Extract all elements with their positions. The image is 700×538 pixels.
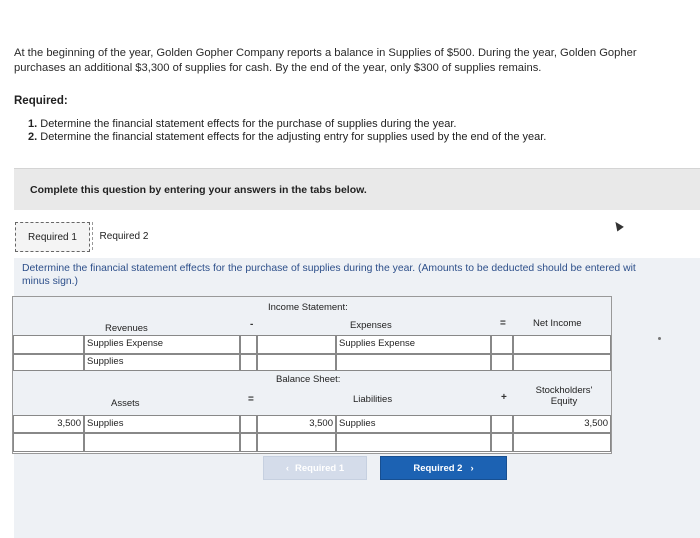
required-item-2 bbox=[28, 131, 546, 144]
complete-bar-text: Complete this question by entering your answers in the tabs below. bbox=[30, 184, 367, 196]
instruction-text bbox=[22, 262, 700, 288]
spacer-cell bbox=[491, 354, 513, 371]
required-heading: Required: bbox=[14, 95, 68, 107]
equity-header bbox=[529, 385, 599, 407]
spacer-cell bbox=[240, 415, 257, 433]
liabilities-account-value-1: Supplies bbox=[339, 418, 376, 429]
tab-required-1[interactable]: Required 1 bbox=[15, 222, 90, 252]
spacer-cell bbox=[491, 335, 513, 354]
expense-amount-input-1[interactable] bbox=[257, 335, 336, 354]
prev-required-label: Required 1 bbox=[295, 462, 345, 474]
assets-amount-input-2[interactable] bbox=[13, 433, 84, 452]
tab-required-2[interactable]: Required 2 bbox=[92, 222, 155, 250]
expense-amount-input-2[interactable] bbox=[257, 354, 336, 371]
equity-header-line-1: Stockholders' bbox=[535, 385, 593, 396]
required-item-1-number: 1. bbox=[28, 118, 38, 130]
assets-account-value-1: Supplies bbox=[87, 418, 124, 429]
revenue-amount-input-1[interactable] bbox=[13, 335, 84, 354]
next-required-label: Required 2 bbox=[413, 462, 463, 474]
required-item-1 bbox=[28, 118, 546, 131]
spacer-cell bbox=[240, 354, 257, 371]
expenses-header: Expenses bbox=[350, 320, 392, 331]
revenue-amount-input-2[interactable] bbox=[13, 354, 84, 371]
net-income-header: Net Income bbox=[533, 318, 582, 329]
assets-header: Assets bbox=[111, 398, 140, 409]
liabilities-amount-value-1: 3,500 bbox=[309, 418, 333, 429]
plus-operator: + bbox=[501, 392, 507, 403]
assets-amount-value-1: 3,500 bbox=[57, 418, 81, 429]
required-list bbox=[28, 118, 546, 144]
required-item-2-number: 2. bbox=[28, 131, 38, 143]
question-intro: At the beginning of the year, Golden Gopher Company reports a balance in Supplies of $500. During the year, Golden Gopher purchases an additional $3,300 of supplies for cash. By the end of the year, only $300 of supplies remains. bbox=[14, 47, 637, 74]
spacer-cell bbox=[240, 433, 257, 452]
complete-bar bbox=[14, 168, 700, 211]
revenue-account-value-1: Supplies Expense bbox=[87, 338, 164, 349]
assets-account-input-2[interactable] bbox=[84, 433, 240, 452]
income-statement-label: Income Statement: bbox=[268, 302, 348, 313]
net-income-input-1[interactable] bbox=[513, 335, 611, 354]
tab-bar bbox=[14, 210, 700, 258]
equals-operator-2: = bbox=[248, 394, 254, 405]
expense-account-input-2[interactable] bbox=[336, 354, 491, 371]
spacer-cell bbox=[240, 335, 257, 354]
effects-table bbox=[12, 296, 612, 454]
expense-account-value-1: Supplies Expense bbox=[339, 338, 416, 349]
spacer-cell bbox=[491, 415, 513, 433]
net-income-input-2[interactable] bbox=[513, 354, 611, 371]
spacer-cell bbox=[491, 433, 513, 452]
stray-dot bbox=[658, 337, 661, 340]
next-required-button[interactable] bbox=[380, 456, 507, 480]
revenues-header: Revenues bbox=[105, 323, 148, 334]
equity-header-line-2: Equity bbox=[550, 396, 578, 407]
chevron-left-icon: ‹ bbox=[285, 462, 290, 474]
minus-operator: - bbox=[250, 319, 254, 330]
equity-amount-value-1: 3,500 bbox=[584, 418, 608, 429]
liabilities-account-input-2[interactable] bbox=[336, 433, 491, 452]
revenue-account-value-2: Supplies bbox=[87, 356, 124, 367]
instruction-line-2: minus sign.) bbox=[22, 276, 79, 287]
chevron-right-icon: › bbox=[470, 462, 474, 474]
required-item-1-text: Determine the financial statement effects for the purchase of supplies during the year. bbox=[40, 118, 457, 130]
instruction-line-1: Determine the financial statement effects for the purchase of supplies during the year. (Amounts to be deducted should be entered wit bbox=[22, 263, 636, 274]
balance-sheet-label: Balance Sheet: bbox=[276, 374, 341, 385]
liabilities-header: Liabilities bbox=[353, 394, 393, 405]
prev-required-button[interactable] bbox=[263, 456, 367, 480]
equity-amount-input-2[interactable] bbox=[513, 433, 611, 452]
equals-operator-1: = bbox=[500, 318, 506, 329]
liabilities-amount-input-2[interactable] bbox=[257, 433, 336, 452]
required-item-2-text: Determine the financial statement effects for the adjusting entry for supplies used by the end of the year. bbox=[40, 131, 547, 143]
